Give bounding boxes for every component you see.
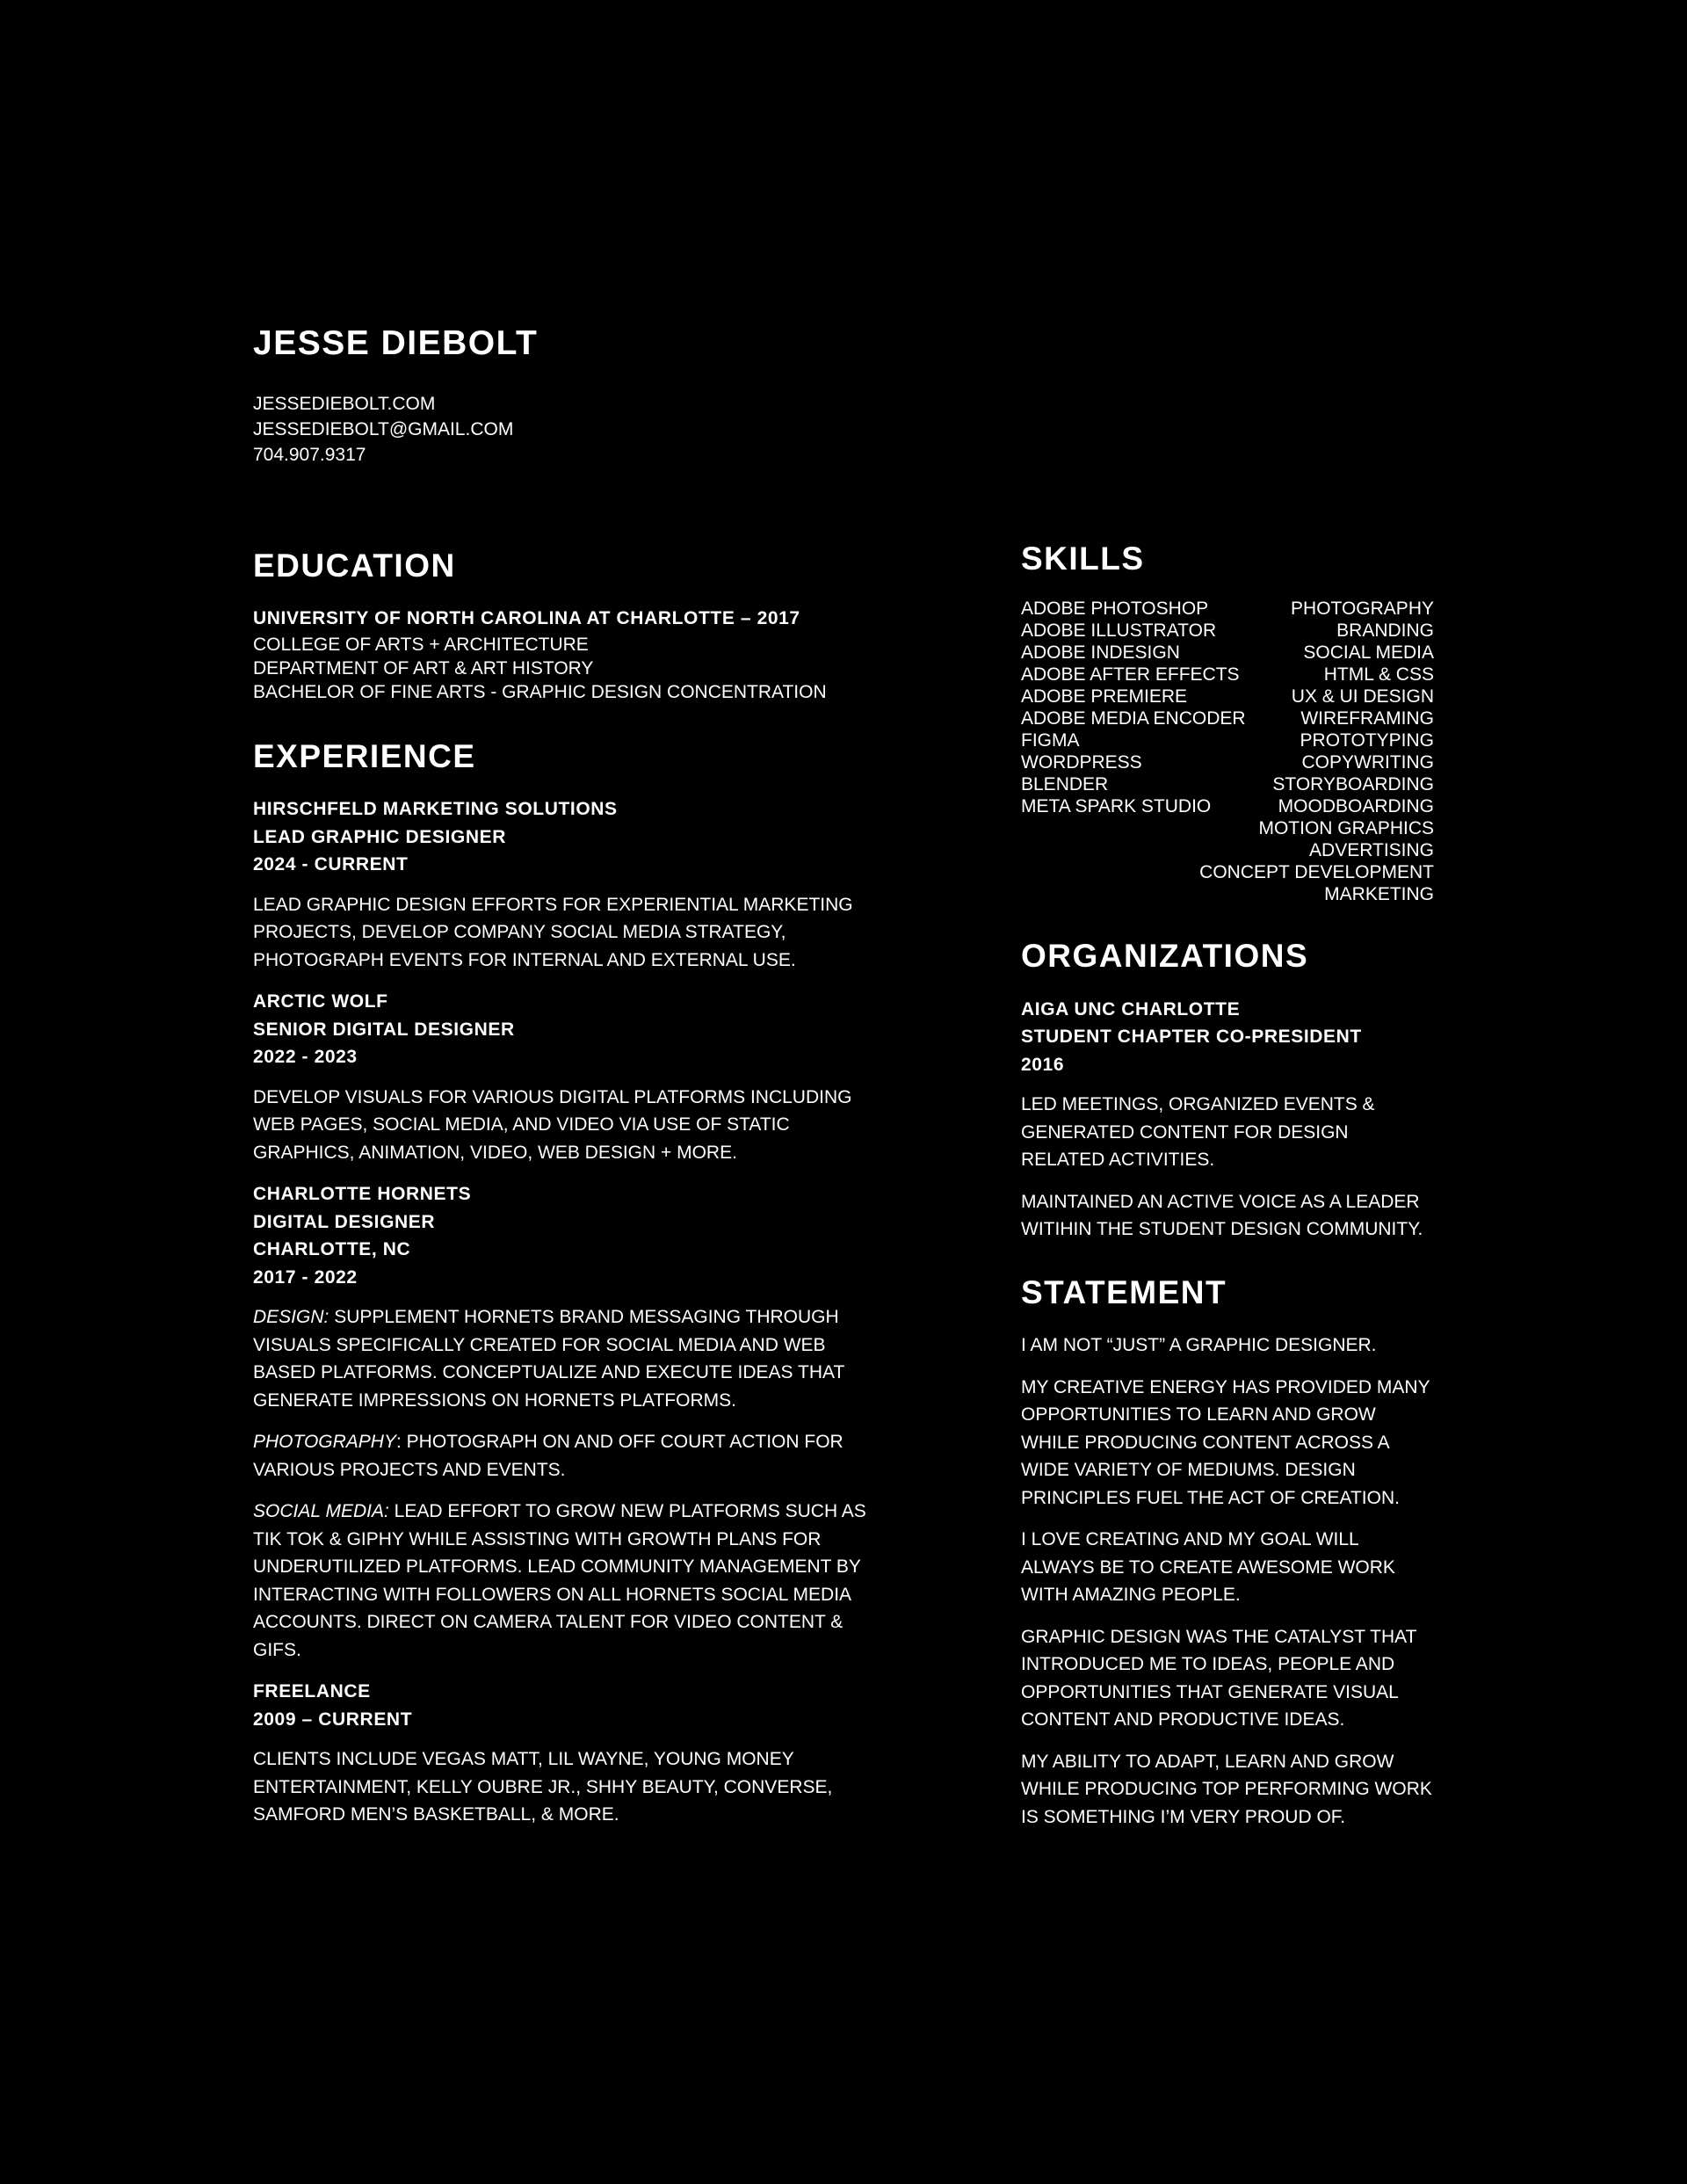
education-line: BACHELOR OF FINE ARTS - GRAPHIC DESIGN CONCENTRATION [253, 681, 827, 702]
job-dates: 2017 - 2022 [253, 1266, 358, 1288]
social-media-text: LEAD EFFORT TO GROW NEW PLATFORMS SUCH AS TIK TOK & GIPHY WHILE ASSISTING WITH GROWTH PLANS FOR UNDERUTILIZED PLATFORMS. LEAD COMMUNITY MANAGEMENT BY INTERACTING WITH FOLLOWERS ON ALL HORNETS SOCIAL MEDIA ACCOUNTS. DIRECT ON CAMERA TALENT FOR VIDEO CONTENT & GIFS. [253, 1501, 866, 1660]
statement-paragraph: GRAPHIC DESIGN WAS THE CATALYST THAT INTRODUCED ME TO IDEAS, PEOPLE AND OPPORTUNITIES THAT GENERATE VISUAL CONTENT AND PRODUCTIVE IDEAS. [1021, 1626, 1417, 1731]
skill-item: COPYWRITING [1301, 752, 1434, 773]
skill-item: ADOBE PHOTOSHOP [1021, 599, 1209, 620]
skill-item: ADOBE ILLUSTRATOR [1021, 620, 1217, 642]
skill-item: MOTION GRAPHICS [1258, 818, 1434, 839]
skill-item: MARKETING [1324, 884, 1434, 905]
job-dates: 2024 - CURRENT [253, 854, 409, 875]
job-company: ARCTIC WOLF [253, 991, 388, 1012]
skill-item: WORDPRESS [1021, 752, 1142, 773]
contact-info [253, 391, 886, 468]
skill-item: CONCEPT DEVELOPMENT [1199, 862, 1434, 883]
statement-paragraph: I AM NOT “JUST” A GRAPHIC DESIGNER. [1021, 1335, 1377, 1356]
email-link[interactable]: JESSEDIEBOLT@GMAIL.COM [253, 418, 514, 439]
skill-item: MOODBOARDING [1278, 796, 1434, 817]
skill-item: PROTOTYPING [1300, 730, 1434, 751]
job-dates: 2022 - 2023 [253, 1047, 358, 1068]
job-company: FREELANCE [253, 1681, 371, 1702]
skill-item: STORYBOARDING [1272, 774, 1434, 795]
skill-item: ADOBE AFTER EFFECTS [1021, 664, 1240, 686]
skill-item: META SPARK STUDIO [1021, 796, 1212, 817]
job-description: CLIENTS INCLUDE VEGAS MATT, LIL WAYNE, YOUNG MONEY ENTERTAINMENT, KELLY OUBRE JR., SHHY BEAUTY, CONVERSE, SAMFORD MEN’S BASKETBALL, & MORE. [253, 1749, 833, 1825]
job-entry [253, 988, 886, 1166]
design-text: SUPPLEMENT HORNETS BRAND MESSAGING THROUGH VISUALS SPECIFICALLY CREATED FOR SOCIAL MEDIA AND WEB BASED PLATFORMS. CONCEPTUALIZE AND EXECUTE IDEAS THAT GENERATE IMPRESSIONS ON HORNETS PLATFORMS. [253, 1307, 844, 1411]
skills-heading: SKILLS [1021, 541, 1145, 577]
skill-item: WIREFRAMING [1300, 708, 1434, 729]
social-media-label: SOCIAL MEDIA: [253, 1501, 389, 1522]
school-name: UNIVERSITY OF NORTH CAROLINA AT CHARLOTTE – 2017 [253, 608, 800, 629]
ability-skills-list [1199, 598, 1434, 905]
statement-paragraph: I LOVE CREATING AND MY GOAL WILL ALWAYS BE TO CREATE AWESOME WORK WITH AMAZING PEOPLE. [1021, 1529, 1395, 1606]
right-column [1021, 540, 1434, 1845]
job-description-social [253, 1498, 886, 1664]
skill-item: FIGMA [1021, 730, 1080, 751]
resume-header [253, 323, 886, 468]
job-description-design [253, 1303, 886, 1414]
organization-paragraph: LED MEETINGS, ORGANIZED EVENTS & GENERATED CONTENT FOR DESIGN RELATED ACTIVITIES. [1021, 1094, 1375, 1171]
skill-item: UX & UI DESIGN [1291, 686, 1434, 707]
education-heading: EDUCATION [253, 547, 456, 584]
skill-item: ADOBE PREMIERE [1021, 686, 1188, 707]
job-description-photography [253, 1428, 886, 1484]
skills-lists [1021, 598, 1434, 905]
education-line: COLLEGE OF ARTS + ARCHITECTURE [253, 634, 589, 655]
job-company: CHARLOTTE HORNETS [253, 1184, 472, 1205]
organization-role: STUDENT CHAPTER CO-PRESIDENT [1021, 1027, 1362, 1048]
experience-section [253, 737, 886, 1829]
job-entry [253, 795, 886, 974]
organization-year: 2016 [1021, 1054, 1065, 1075]
skill-item: ADVERTISING [1309, 840, 1434, 861]
photography-label: PHOTOGRAPHY [253, 1432, 396, 1453]
job-dates: 2009 – CURRENT [253, 1709, 413, 1730]
job-title: SENIOR DIGITAL DESIGNER [253, 1019, 515, 1040]
website-link[interactable]: JESSEDIEBOLT.COM [253, 393, 436, 414]
job-company: HIRSCHFELD MARKETING SOLUTIONS [253, 799, 618, 820]
job-description: DEVELOP VISUALS FOR VARIOUS DIGITAL PLATFORMS INCLUDING WEB PAGES, SOCIAL MEDIA, AND VIDEO VIA USE OF STATIC GRAPHICS, ANIMATION, VIDEO, WEB DESIGN + MORE. [253, 1086, 852, 1163]
skill-item: BLENDER [1021, 774, 1109, 795]
phone-number: 704.907.9317 [253, 444, 366, 465]
skill-item: ADOBE MEDIA ENCODER [1021, 708, 1246, 729]
job-title: LEAD GRAPHIC DESIGNER [253, 826, 506, 847]
organizations-section [1021, 937, 1434, 1243]
job-entry [253, 1180, 886, 1664]
photography-text: : PHOTOGRAPH ON AND OFF COURT ACTION FOR VARIOUS PROJECTS AND EVENTS. [253, 1432, 844, 1480]
experience-heading: EXPERIENCE [253, 737, 476, 774]
skill-item: HTML & CSS [1323, 664, 1434, 686]
skill-item: SOCIAL MEDIA [1303, 642, 1434, 664]
statement-paragraph: MY CREATIVE ENERGY HAS PROVIDED MANY OPPORTUNITIES TO LEARN AND GROW WHILE PRODUCING CONTENT ACROSS A WIDE VARIETY OF MEDIUMS. DESIGN PRINCIPLES FUEL THE ACT OF CREATION. [1021, 1376, 1430, 1508]
job-description: LEAD GRAPHIC DESIGN EFFORTS FOR EXPERIENTIAL MARKETING PROJECTS, DEVELOP COMPANY SOCIAL MEDIA STRATEGY, PHOTOGRAPH EVENTS FOR INTERNAL AND EXTERNAL USE. [253, 894, 853, 970]
skills-section [1021, 540, 1434, 905]
organization-name: AIGA UNC CHARLOTTE [1021, 998, 1241, 1019]
job-location: CHARLOTTE, NC [253, 1239, 411, 1260]
statement-heading: STATEMENT [1021, 1273, 1227, 1310]
job-entry [253, 1678, 886, 1829]
organizations-heading: ORGANIZATIONS [1021, 938, 1309, 975]
skill-item: PHOTOGRAPHY [1291, 599, 1434, 620]
skill-item: ADOBE INDESIGN [1021, 642, 1180, 664]
design-label: DESIGN: [253, 1307, 329, 1328]
name-heading: JESSE DIEBOLT [253, 324, 539, 362]
left-column [253, 323, 886, 1843]
job-title: DIGITAL DESIGNER [253, 1211, 436, 1232]
education-line: DEPARTMENT OF ART & ART HISTORY [253, 657, 594, 678]
skill-item: BRANDING [1336, 620, 1434, 642]
education-section [253, 547, 886, 704]
statement-paragraph: MY ABILITY TO ADAPT, LEARN AND GROW WHILE PRODUCING TOP PERFORMING WORK IS SOMETHING I’M VERY PROUD OF. [1021, 1751, 1432, 1827]
organization-paragraph: MAINTAINED AN ACTIVE VOICE AS A LEADER WITIHIN THE STUDENT DESIGN COMMUNITY. [1021, 1191, 1423, 1240]
statement-section [1021, 1273, 1434, 1831]
